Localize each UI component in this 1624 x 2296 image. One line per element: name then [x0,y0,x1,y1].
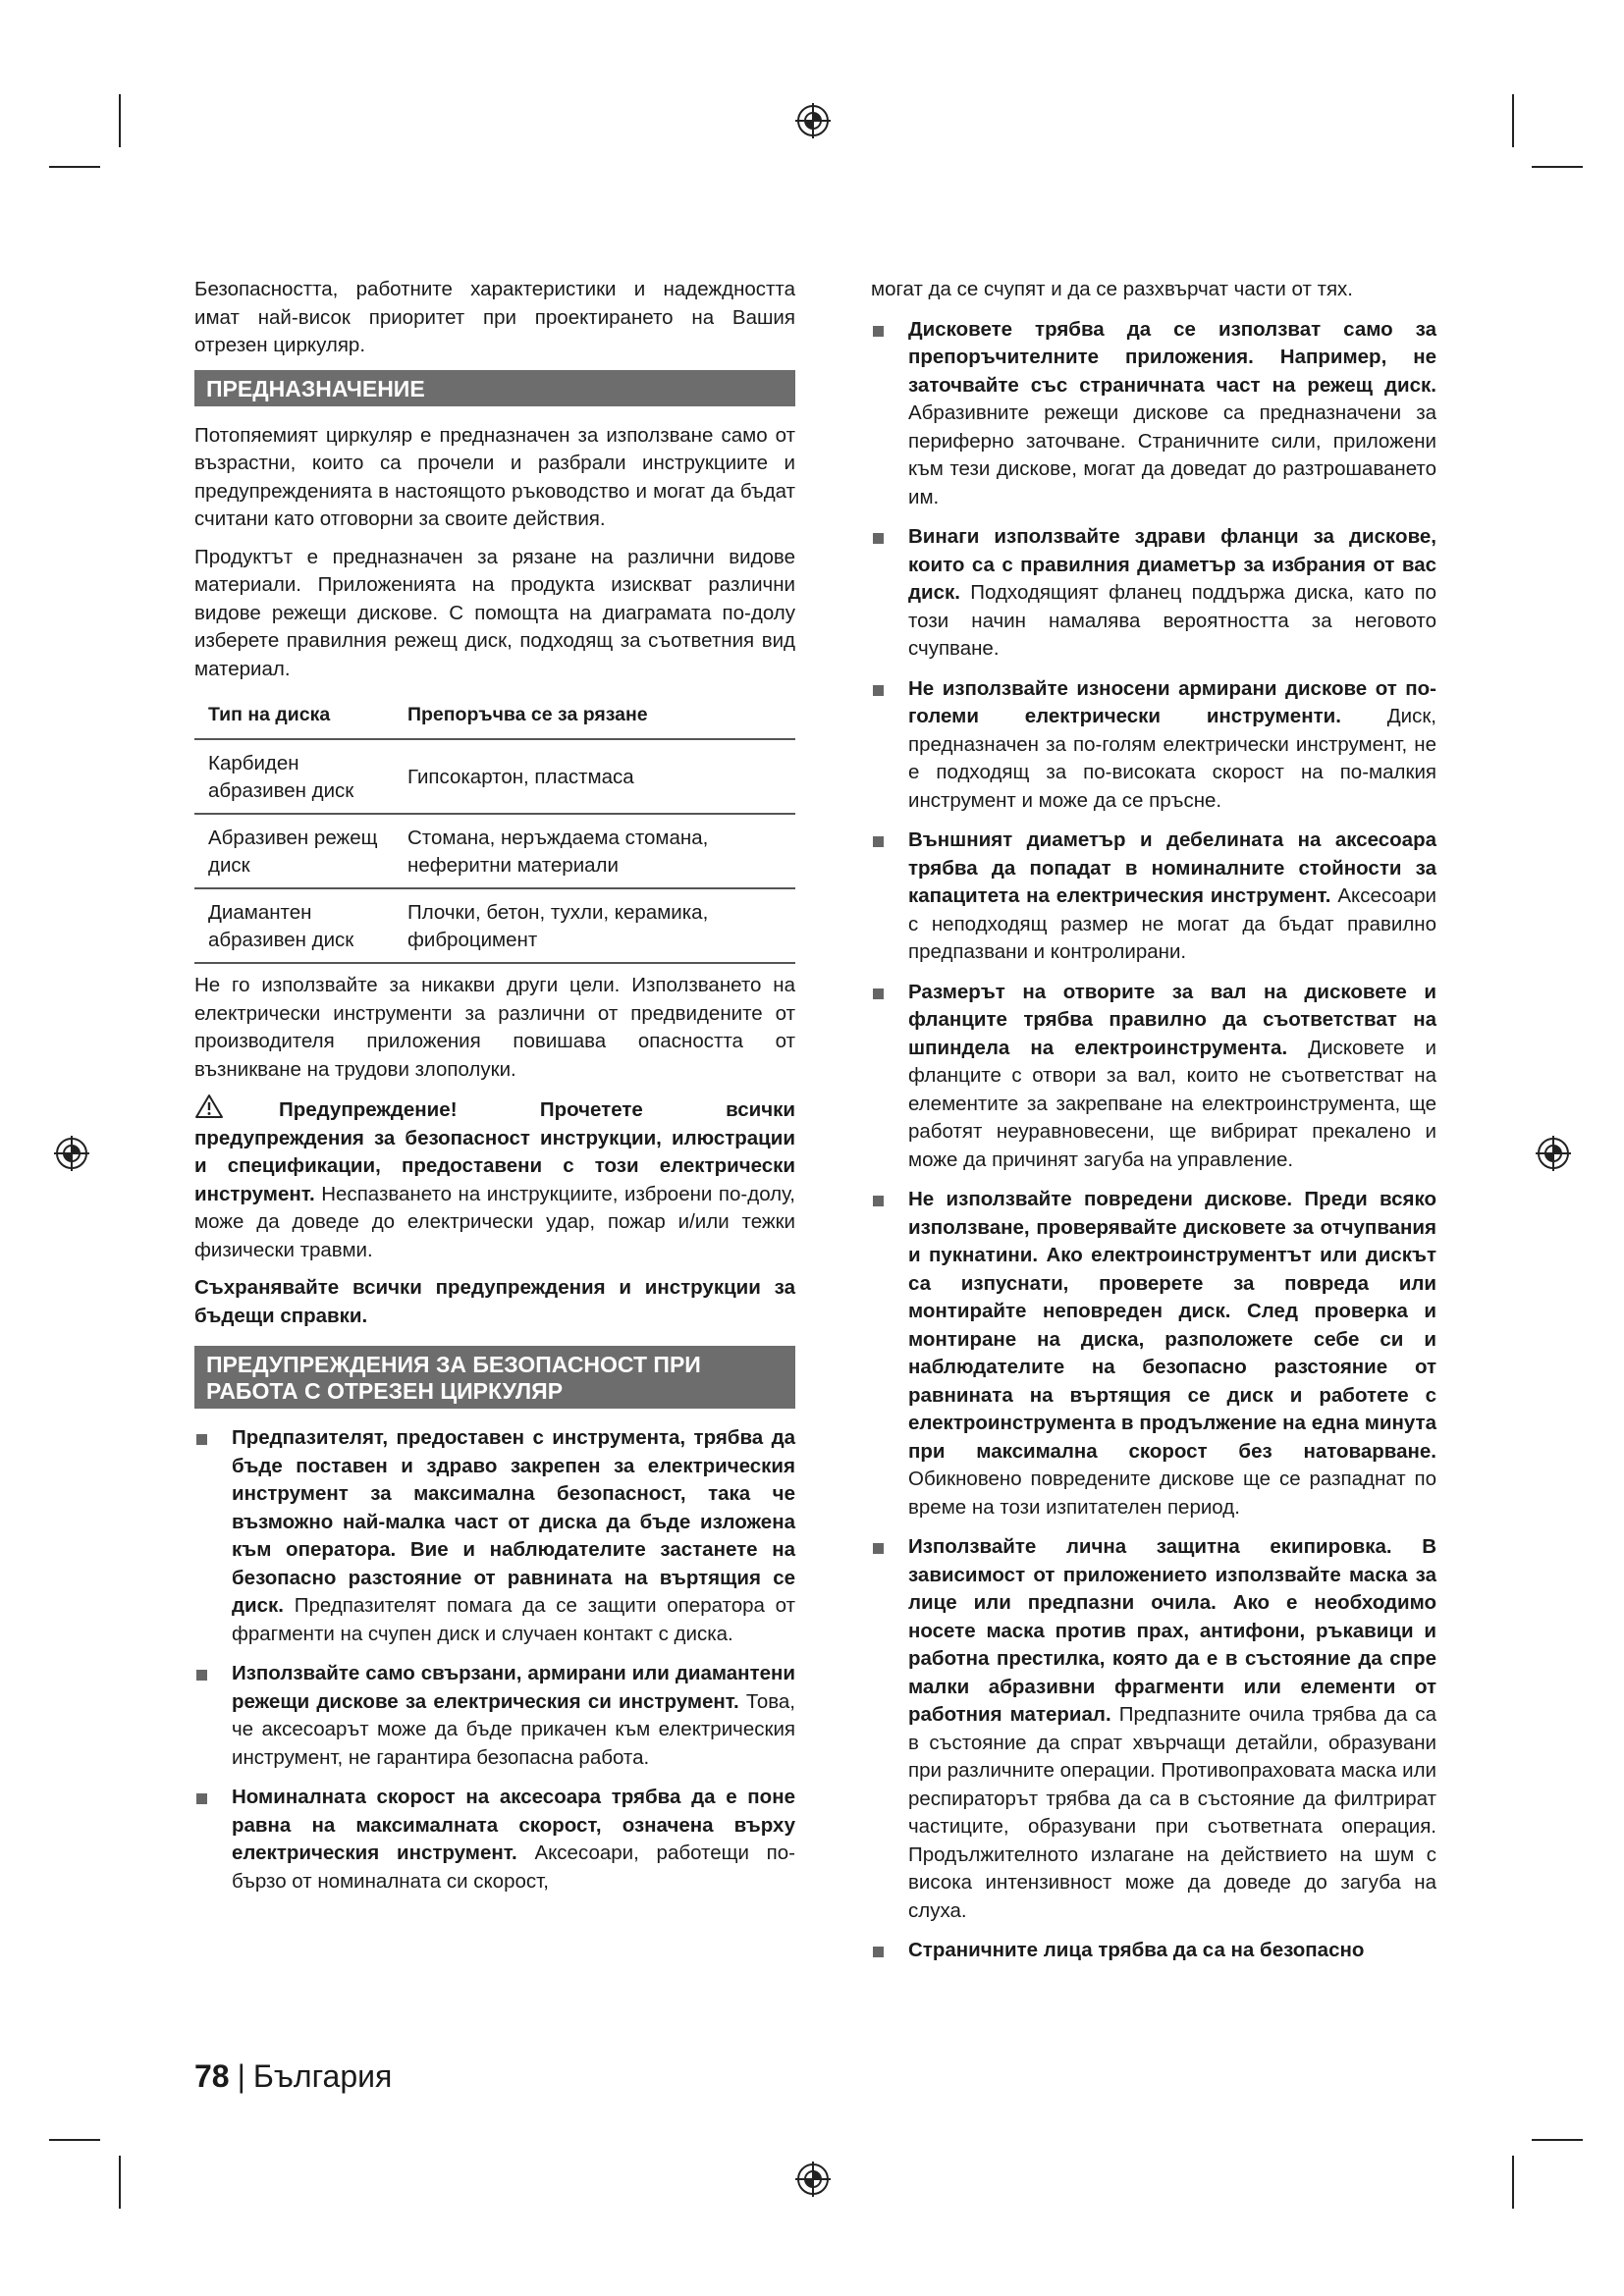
item-text: Абразивните режещи дискове са предназначени за периферно заточване. Страничните сили, приложени към тези дискове, могат да доведат до разтрошаването им. [908,401,1436,508]
intro-paragraph: Безопасността, работните характеристики и надеждността имат най-висок приоритет при проектирането на Вашия отрезен циркуляр. [194,278,795,356]
recommended-use-cell: Стомана, неръждаема стомана, неферитни материали [394,814,795,888]
list-item [871,827,1436,967]
item-bold-text: Дисковете трябва да се използват само за препоръчителните приложения. Например, не заточвайте със страничната част на режещ диск. [908,317,1436,397]
item-bold-text: Външният диаметър и дебелината на аксесоара трябва да попадат в номиналните стойности за капацитета на електрическия инструмент. [908,828,1436,907]
item-bold-text: Винаги използвайте здрави фланци за дискове, които са с правилния диаметър за избрания от вас диск. [908,525,1436,604]
list-item [871,1186,1436,1522]
registration-mark-icon [793,2160,833,2199]
item-bold-text: Не използвайте износени армирани дискове от по-големи електрически инструменти. [908,676,1436,727]
item-bold-text: Предпазителят, предоставен с инструмента, трябва да бъде поставен и здраво закрепен за електрическия инструмент за максимална безопасност, така че възможно най-малка част от диска да бъде изложена към оператора. Вие и наблюдателите застанете на безопасно разстояние от равнината на въртящия се диск. [232,1426,795,1617]
keep-instructions [194,1274,795,1330]
crop-mark [119,2156,121,2209]
disc-type-cell: Диамантен абразивен диск [194,888,394,963]
disc-type-table [194,693,795,964]
registration-mark-icon [793,101,833,140]
crop-mark [49,2139,100,2141]
page-footer [194,2058,392,2094]
list-item [871,1937,1436,1965]
purpose-heading: ПРЕДНАЗНАЧЕНИЕ [194,370,795,406]
crop-mark [119,94,121,147]
right-column [871,276,1436,1977]
safety-list [194,1424,795,1896]
recommended-use-cell: Плочки, бетон, тухли, керамика, фиброцимент [394,888,795,963]
item-text: Предпазните очила трябва да са в състояние да спрат хвърчащи детайли, образувани при различните операции. Противопраховата маска или респираторът трябва да са в състояние да филтрират частиците, образувани при съответната операция. Продължителното излагане на действието на шум с висока интензивност може да доведе до загуба на слуха. [908,1703,1436,1922]
disc-type-cell: Карбиден абразивен диск [194,739,394,814]
item-text: Аксесоари, работещи по-бързо от номиналната си скорост, [232,1842,795,1893]
bullet-icon [873,1947,884,1957]
list-item [194,1660,795,1772]
item-text: Подходящият фланец поддържа диска, като по този начин намалява вероятността за неговото счупване. [908,581,1436,660]
registration-mark-icon [52,1134,91,1173]
left-column [194,276,795,1907]
list-item [194,1784,795,1896]
keep-instructions-text: Съхранявайте всички предупреждения и инструкции за бъдещи справки. [194,1276,795,1327]
item-text: Диск, предназначен за по-голям електрически инструмент, не е подходящ за по-високата скорост на по-малкия инструмент и може да се пръсне. [908,705,1436,812]
table-row [194,814,795,888]
continued-text: могат да се счупят и да се разхвърчат части от тях. [871,278,1353,300]
bullet-icon [873,326,884,337]
table-row [194,888,795,963]
item-text: Това, че аксесоарът може да бъде прикачен към електрическия инструмент, не гарантира безопасна работа. [232,1689,795,1769]
bullet-icon [196,1670,207,1681]
crop-mark [1512,94,1514,147]
crop-mark [1532,166,1583,168]
table-header-cell: Тип на диска [194,693,394,739]
table-row [194,739,795,814]
item-bold-text: Не използвайте повредени дискове. Преди всяко използване, проверявайте дисковете за отчупвания и пукнатини. Ако електроинструментът или дискът са изпуснати, проверете за повреда или монтирайте неповреден диск. След проверка и монтиране на диска, разположете себе си и наблюдателите на безопасно разстояние от равнината на въртящия се диск и работете с електроинструмента в продължение на една минута при максимална скорост без натоварване. [908,1188,1436,1463]
safety-list [871,316,1436,1965]
warning-text: Неспазването на инструкциите, изброени по-долу, може да доведе до електрически удар, пожар и/или тежки физически травми. [194,1182,795,1261]
table-header-cell: Препоръчва се за рязане [394,693,795,739]
item-bold-text: Размерът на отворите за вал на дисковете и фланците трябва правилно да съответстват на шпиндела на електроинструмента. [908,980,1436,1059]
list-item [871,979,1436,1175]
warning-bold-text: Предупреждение! Прочетете всички предупреждения за безопасност инструкции, илюстрации и спецификации, предоставени с този електрически инструмент. [194,1098,795,1205]
crop-mark [1532,2139,1583,2141]
recommended-use-cell: Гипсокартон, пластмаса [394,739,795,814]
general-warning [194,1094,795,1264]
bullet-icon [873,533,884,544]
item-bold-text: Използвайте само свързани, армирани или диамантени режещи дискове за електрическия си инструмент. [232,1662,795,1713]
bullet-icon [873,1543,884,1554]
misuse-paragraph: Не го използвайте за никакви други цели. Използването на електрически инструменти за различни от предвидените от производителя приложения повишава опасността от възникване на трудови злополуки. [194,974,795,1081]
list-item [871,316,1436,512]
safety-warnings-heading: ПРЕДУПРЕЖДЕНИЯ ЗА БЕЗОПАСНОСТ ПРИ РАБОТА С ОТРЕЗЕН ЦИРКУЛЯР [194,1346,795,1409]
list-item [194,1424,795,1648]
purpose-paragraph: Продуктът е предназначен за рязане на различни видове материали. Приложенията на продукта изискват различни видове режещи дискове. С помощта на диаграмата по-долу изберете правилния режещ диск, подходящ за съответния вид материал. [194,545,795,680]
crop-mark [1512,2156,1514,2209]
list-item [871,675,1436,816]
item-bold-text: Използвайте лична защитна екипировка. В зависимост от приложението използвайте маска за лице или предпазни очила. Ако е необходимо носете маска против прах, антифони, ръкавици и работна престилка, която да е в състояние да спре малки абразивни фрагменти или елементи от работния материал. [908,1535,1436,1726]
purpose-paragraph: Потопяемият циркуляр е предназначен за използване само от възрастни, които са прочели и разбрали инструкциите и предупрежденията в настоящото ръководство и могат да бъдат считани като отговорни за своите действия. [194,423,795,530]
bullet-icon [873,988,884,999]
item-text: Дисковете и фланците с отвори за вал, които не съответстват на елементите за закрепване на електроинструмента, ще работят неуравновесени, ще вибрират прекалено и може да причинят загуба на управление. [908,1036,1436,1171]
bullet-icon [196,1434,207,1445]
footer-country: България [252,2058,393,2094]
bullet-icon [873,1196,884,1206]
item-text: Обикновено повредените дискове ще се разпаднат по време на този изпитателен период. [908,1468,1436,1519]
bullet-icon [873,685,884,696]
bullet-icon [873,836,884,847]
item-text: Аксесоари с неподходящ размер не могат да бъдат правилно предпазвани и контролирани. [908,884,1436,963]
list-item [871,523,1436,664]
table-header-row [194,693,795,739]
crop-mark [49,166,100,168]
warning-triangle-icon [194,1094,224,1119]
bullet-icon [196,1793,207,1804]
item-bold-text: Страничните лица трябва да са на безопасно [908,1939,1365,1961]
page-number: 78 [194,2058,230,2094]
footer-separator: | [237,2058,245,2094]
disc-type-cell: Абразивен режещ диск [194,814,394,888]
item-text: Предпазителят помага да се защити оператора от фрагменти на счупен диск и случаен контакт с диска. [232,1594,795,1645]
list-item [871,1533,1436,1925]
registration-mark-icon [1534,1134,1573,1173]
item-bold-text: Номиналната скорост на аксесоара трябва да е поне равна на максималната скорост, означена върху електрическия инструмент. [232,1786,795,1864]
